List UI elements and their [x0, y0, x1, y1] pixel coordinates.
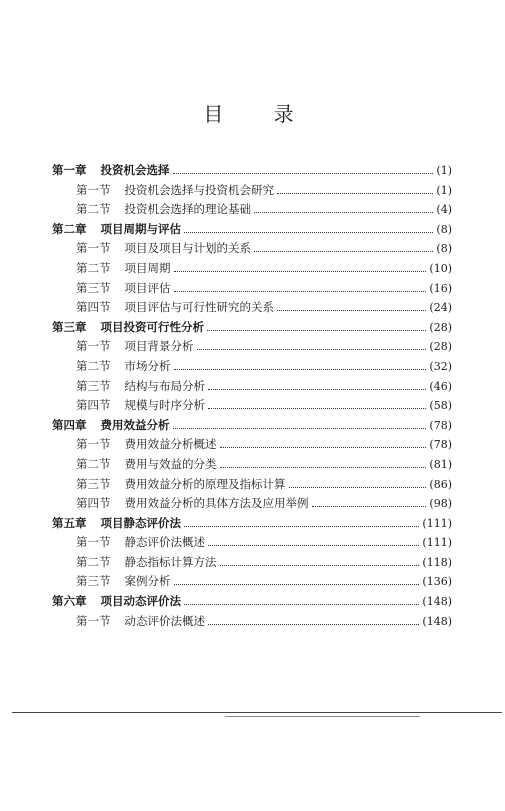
- section-label: 第一节: [76, 339, 111, 354]
- chapter-title: 项目静态评价法: [100, 515, 181, 530]
- toc-section-entry: [52, 260, 452, 280]
- section-label: 第一节: [76, 613, 111, 628]
- toc-section-entry: [52, 280, 452, 300]
- dot-leader: [174, 576, 420, 585]
- page-number: (1): [436, 164, 452, 177]
- page-number: (111): [422, 516, 452, 530]
- section-title: 案例分析: [124, 574, 171, 589]
- section-label: 第一节: [76, 535, 111, 550]
- section-title: 市场分析: [124, 358, 171, 373]
- dot-leader: [174, 361, 427, 370]
- toc-chapter-entry: [52, 417, 452, 437]
- toc-section-entry: [52, 534, 452, 554]
- page-number: (8): [436, 242, 452, 256]
- section-title: 费用与效益的分类: [124, 456, 217, 471]
- dot-leader: [277, 302, 426, 311]
- section-title: 结构与布局分析: [124, 378, 205, 393]
- page-number: (32): [429, 359, 452, 373]
- toc-section-entry: [52, 240, 452, 260]
- chapter-label: 第一章: [52, 163, 87, 177]
- chapter-title: 投资机会选择: [100, 163, 170, 177]
- section-label: 第二节: [76, 260, 111, 275]
- page-title: 目 录: [203, 102, 316, 126]
- toc-section-entry: [52, 358, 452, 378]
- dot-leader: [173, 165, 434, 174]
- toc-chapter-entry: [52, 221, 452, 241]
- dot-leader: [174, 283, 427, 292]
- page-number: (136): [422, 575, 452, 589]
- section-title: 项目及项目与计划的关系: [124, 241, 251, 256]
- section-label: 第三节: [76, 378, 111, 393]
- page-number: (78): [429, 438, 452, 452]
- section-label: 第二节: [76, 554, 111, 569]
- toc-section-entry: [52, 573, 452, 593]
- chapter-label: 第六章: [52, 594, 87, 609]
- dot-leader: [197, 341, 427, 350]
- page-number: (28): [429, 320, 452, 334]
- toc-section-entry: [52, 338, 452, 358]
- dot-leader: [207, 322, 426, 331]
- chapter-label: 第三章: [52, 319, 87, 334]
- section-label: 第四节: [76, 496, 111, 511]
- section-label: 第三节: [76, 476, 111, 491]
- toc-section-entry: [52, 378, 452, 398]
- toc-section-entry: [52, 182, 452, 202]
- dot-leader: [277, 185, 433, 194]
- section-label: 第三节: [76, 574, 111, 589]
- section-title: 投资机会选择与投资机会研究: [124, 182, 274, 197]
- section-title: 静态评价法概述: [124, 535, 205, 550]
- toc-chapter-entry: [52, 515, 452, 535]
- section-label: 第一节: [76, 437, 111, 452]
- section-title: 项目背景分析: [124, 339, 194, 354]
- dot-leader: [289, 479, 427, 488]
- section-label: 第二节: [76, 456, 111, 471]
- dot-leader: [312, 498, 427, 507]
- page-number: (111): [422, 536, 452, 550]
- section-label: 第四节: [76, 300, 111, 315]
- page-number: (86): [429, 477, 452, 491]
- section-title: 动态评价法概述: [124, 613, 205, 628]
- page-number: (148): [422, 595, 452, 609]
- toc-section-entry: [52, 456, 452, 476]
- table-of-contents: [52, 162, 452, 632]
- page-number: (148): [422, 614, 452, 628]
- page-number: (98): [429, 497, 452, 511]
- page-number: (78): [429, 418, 452, 432]
- dot-leader: [208, 400, 426, 409]
- page-number: (46): [429, 379, 452, 393]
- section-title: 静态指标计算方法: [124, 554, 217, 569]
- chapter-title: 费用效益分析: [100, 417, 170, 432]
- page-number: (118): [422, 555, 452, 569]
- dot-leader: [184, 224, 433, 233]
- page-number: (58): [429, 399, 452, 413]
- toc-chapter-entry: [52, 162, 452, 182]
- dot-leader: [220, 439, 427, 448]
- toc-section-entry: [52, 495, 452, 515]
- footer-rule: [12, 712, 502, 713]
- chapter-title: 项目投资可行性分析: [100, 319, 204, 334]
- dot-leader: [173, 420, 427, 429]
- page-number: (10): [429, 261, 452, 275]
- dot-leader: [208, 381, 426, 390]
- chapter-title: 项目周期与评估: [100, 221, 181, 236]
- toc-chapter-entry: [52, 319, 452, 339]
- toc-section-entry: [52, 436, 452, 456]
- page-number: (81): [429, 457, 452, 471]
- page-number: (28): [429, 340, 452, 354]
- chapter-label: 第二章: [52, 221, 87, 236]
- section-label: 第四节: [76, 398, 111, 413]
- dot-leader: [208, 537, 419, 546]
- section-label: 第二节: [76, 358, 111, 373]
- chapter-title: 项目动态评价法: [100, 594, 181, 609]
- section-label: 第一节: [76, 241, 111, 256]
- dot-leader: [220, 459, 427, 468]
- section-title: 规模与时序分析: [124, 398, 205, 413]
- toc-section-entry: [52, 201, 452, 221]
- toc-section-entry: [52, 476, 452, 496]
- section-title: 费用效益分析概述: [124, 437, 217, 452]
- section-title: 项目评估与可行性研究的关系: [124, 300, 274, 315]
- toc-section-entry: [52, 299, 452, 319]
- dot-leader: [208, 616, 419, 625]
- page-number: (24): [429, 301, 452, 315]
- toc-section-entry: [52, 397, 452, 417]
- chapter-label: 第五章: [52, 515, 87, 530]
- dot-leader: [220, 557, 420, 566]
- section-title: 项目周期: [124, 260, 171, 275]
- page-number: (8): [436, 222, 452, 236]
- section-title: 投资机会选择的理论基础: [124, 202, 251, 217]
- page-number: (16): [429, 281, 452, 295]
- section-title: 费用效益分析的具体方法及应用举例: [124, 496, 309, 511]
- page-number: (4): [436, 203, 452, 217]
- dot-leader: [184, 518, 419, 527]
- section-label: 第二节: [76, 202, 111, 217]
- dot-leader: [254, 204, 433, 213]
- section-title: 项目评估: [124, 280, 171, 295]
- section-title: 费用效益分析的原理及指标计算: [124, 476, 286, 491]
- toc-section-entry: [52, 613, 452, 633]
- section-label: 第三节: [76, 280, 111, 295]
- page-number: (1): [436, 183, 452, 197]
- toc-section-entry: [52, 554, 452, 574]
- dot-leader: [184, 596, 419, 605]
- toc-chapter-entry: [52, 593, 452, 613]
- section-label: 第一节: [76, 182, 111, 197]
- chapter-label: 第四章: [52, 417, 87, 432]
- dot-leader: [174, 263, 427, 272]
- dot-leader: [254, 243, 433, 252]
- footer-rule-secondary: [225, 716, 420, 717]
